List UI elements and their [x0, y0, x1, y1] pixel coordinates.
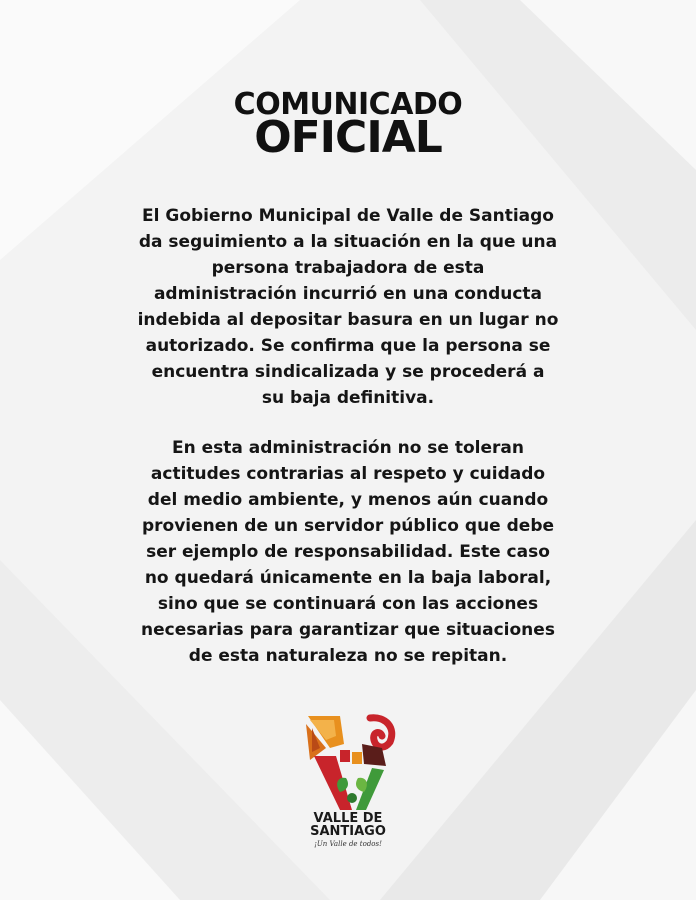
- logo-name-line-1: VALLE DE: [313, 811, 383, 826]
- paragraph-2-line: ser ejemplo de responsabilidad. Este caso: [146, 542, 550, 562]
- paragraph-1-line: El Gobierno Municipal de Valle de Santiago: [142, 206, 554, 226]
- paragraph-2: [40, 435, 656, 669]
- paragraph-1: [40, 203, 656, 411]
- logo-name-line-2: SANTIAGO: [310, 824, 386, 839]
- paragraph-2-line: actitudes contrarias al respeto y cuidado: [150, 464, 546, 484]
- paragraph-1-line: su baja definitiva.: [261, 388, 435, 408]
- logo-slogan: ¡Un Valle de todos!: [314, 840, 382, 848]
- paragraph-2-line: de esta naturaleza no se repitan.: [188, 646, 508, 666]
- paragraph-1-line: persona trabajadora de esta: [211, 258, 485, 278]
- paragraph-2-line: necesarias para garantizar que situaciones: [141, 620, 555, 640]
- title-line-2: OFICIAL: [254, 112, 442, 163]
- paragraph-1-line: administración incurrió en una conducta: [153, 284, 543, 304]
- paragraph-2-line: no quedará únicamente en la baja laboral,: [144, 568, 552, 588]
- paragraph-1-line: indebida al depositar basura en un lugar no: [137, 310, 559, 330]
- paragraph-1-line: da seguimiento a la situación en la que una: [138, 232, 558, 252]
- paragraph-2-line: del medio ambiente, y menos aún cuando: [147, 490, 549, 510]
- paragraph-1-line: encuentra sindicalizada y se procederá a: [151, 362, 545, 382]
- title-line-1: COMUNICADO: [233, 87, 463, 122]
- valle-de-santiago-logo-icon: [300, 714, 404, 824]
- paragraph-2-line: provienen de un servidor público que debe: [141, 516, 555, 536]
- paragraph-2-line: En esta administración no se toleran: [171, 438, 524, 458]
- paragraph-2-line: sino que se continuará con las acciones: [157, 594, 539, 614]
- paragraph-1-line: autorizado. Se confirma que la persona se: [145, 336, 551, 356]
